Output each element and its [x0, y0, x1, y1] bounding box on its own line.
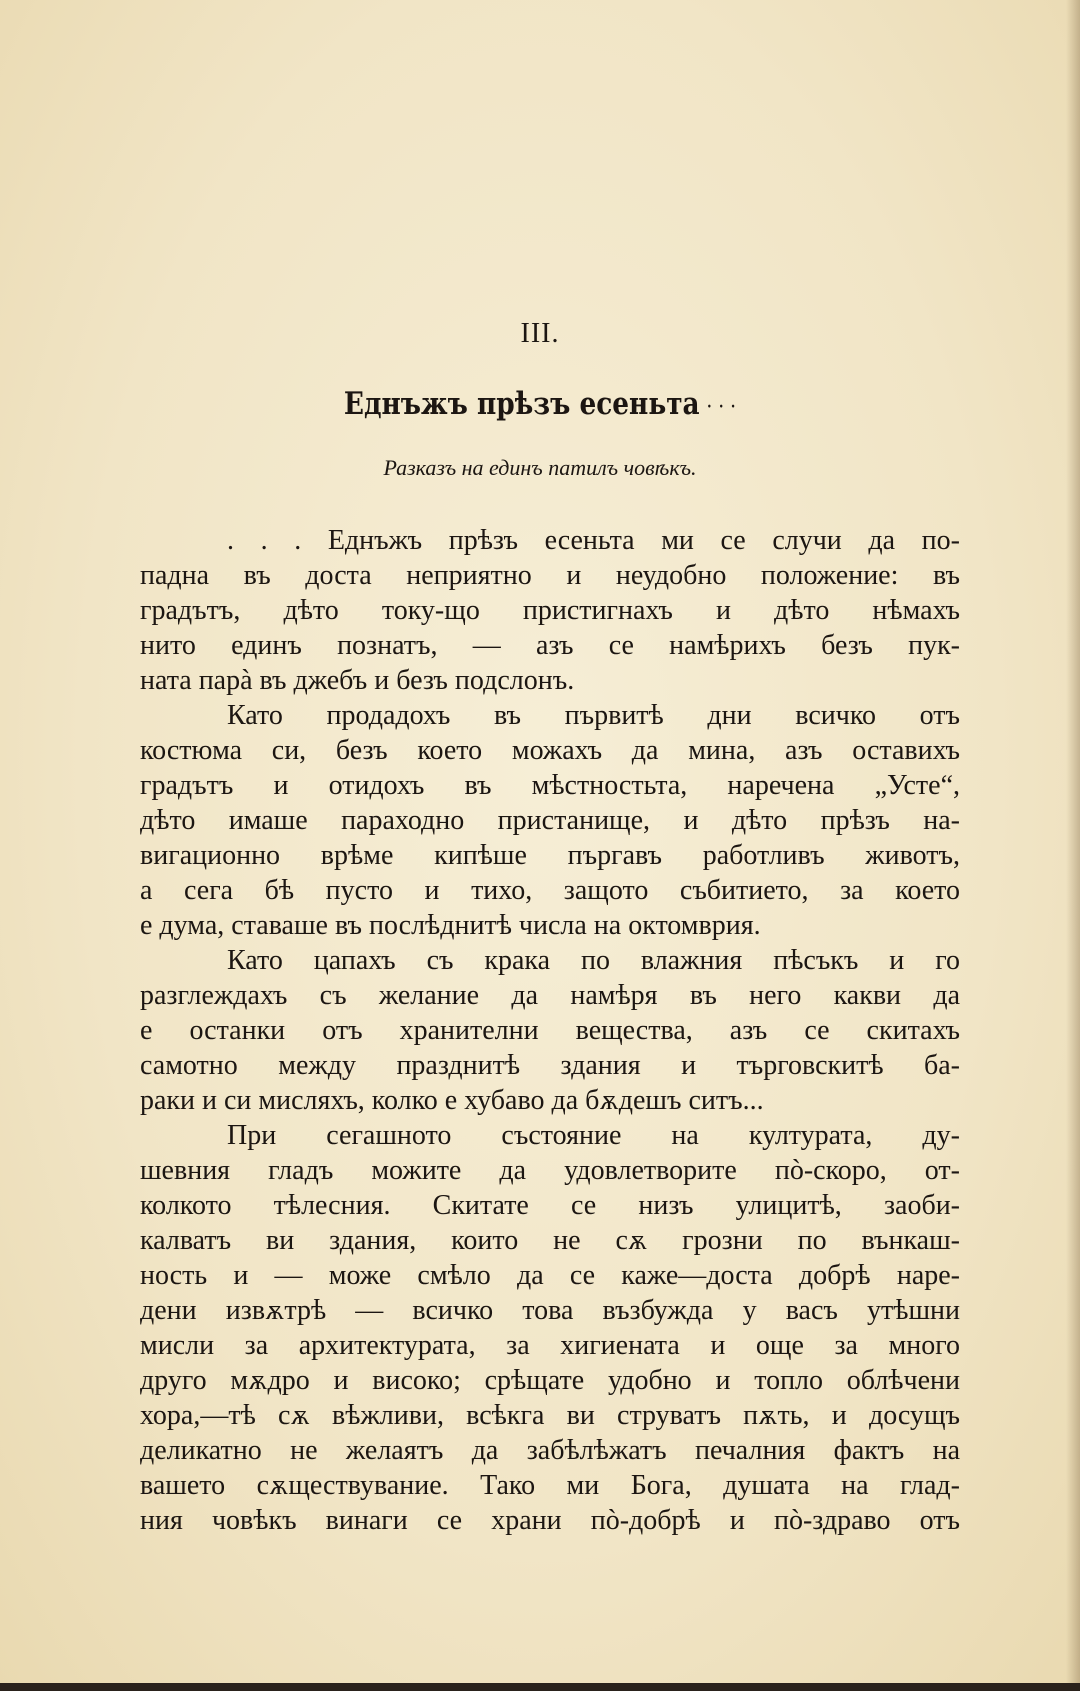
- text-line: вигационно врѣме кипѣше пъргавъ работливъ животъ,: [140, 840, 960, 871]
- text-line: При сегашното състояние на културата, ду-: [227, 1120, 960, 1151]
- text-line: е дума, ставаше въ послѣднитѣ числа на октомврия.: [140, 910, 761, 941]
- body-text: [140, 523, 960, 1538]
- text-line: шевния гладъ можите да удовлетворите пò-скоро, от-: [140, 1155, 960, 1186]
- text-line: Като продадохъ въ първитѣ дни всичко отъ: [227, 700, 960, 731]
- text-line: ната парà въ джебъ и безъ подслонъ.: [140, 665, 575, 696]
- text-line: ния човѣкъ винаги се храни пò-добрѣ и пò-здраво отъ: [140, 1505, 960, 1536]
- text-line: самотно между празднитѣ здания и търговскитѣ ба-: [140, 1050, 960, 1081]
- story-title: [81, 386, 999, 422]
- text-line: костюма си, безъ което можахъ да мина, азъ оставихъ: [140, 735, 960, 766]
- text-line: а сега бѣ пусто и тихо, защото събитието, за което: [140, 875, 960, 906]
- text-line: мисли за архитектурата, за хигиената и още за много: [140, 1330, 960, 1361]
- text-line: дени извѫтрѣ — всичко това възбужда у васъ утѣшни: [140, 1295, 960, 1326]
- title-text: Еднъжъ прѣзъ есеньта: [343, 386, 700, 422]
- text-line: колкото тѣлесния. Скитате се низъ улицитѣ, заоби-: [140, 1190, 960, 1221]
- page-edge-shadow: [1066, 0, 1080, 1691]
- text-line: раки и си мисляхъ, колко е хубаво да бѫдешъ ситъ...: [140, 1085, 764, 1116]
- chapter-number: III.: [520, 318, 560, 349]
- text-line: градътъ, дѣто току-що пристигнахъ и дѣто нѣмахъ: [140, 595, 960, 626]
- text-line: нито единъ познатъ, — азъ се намѣрихъ безъ пук-: [140, 630, 960, 661]
- text-line: дѣто имаше параходно пристанище, и дѣто прѣзъ на-: [140, 805, 960, 836]
- scan-border: [0, 1683, 1080, 1691]
- text-line: градътъ и отидохъ въ мѣстностьта, наречена „Усте“,: [140, 770, 960, 801]
- story-subtitle: Разказъ на единъ патилъ човѣкъ.: [383, 455, 697, 480]
- text-line: ность и — може смѣло да се каже—доста добрѣ наре-: [140, 1260, 960, 1291]
- text-line: разглеждахъ съ желание да намѣря въ него какви да: [140, 980, 960, 1011]
- text-line: хора,—тѣ сѫ вѣжливи, всѣкга ви струватъ пѫть, и досущъ: [140, 1400, 960, 1431]
- text-line: вашето сѫществувание. Тако ми Бога, душата на глад-: [140, 1470, 960, 1501]
- text-line: падна въ доста неприятно и неудобно положение: въ: [140, 560, 960, 591]
- text-line: деликатно не желаятъ да забѣлѣжатъ печалния фактъ на: [140, 1435, 960, 1466]
- text-line: е останки отъ хранителни вещества, азъ се скитахъ: [140, 1015, 960, 1046]
- text-line: калватъ ви здания, които не сѫ грозни по вънкаш-: [140, 1225, 960, 1256]
- text-line: друго мѫдро и високо; срѣщате удобно и топло облѣчени: [140, 1365, 960, 1396]
- title-ellipsis: · · ·: [706, 395, 737, 420]
- text-line: . . . Еднъжъ прѣзъ есеньта ми се случи да по-: [227, 525, 960, 556]
- text-line: Като цапахъ съ крака по влажния пѣсъкъ и го: [227, 945, 960, 976]
